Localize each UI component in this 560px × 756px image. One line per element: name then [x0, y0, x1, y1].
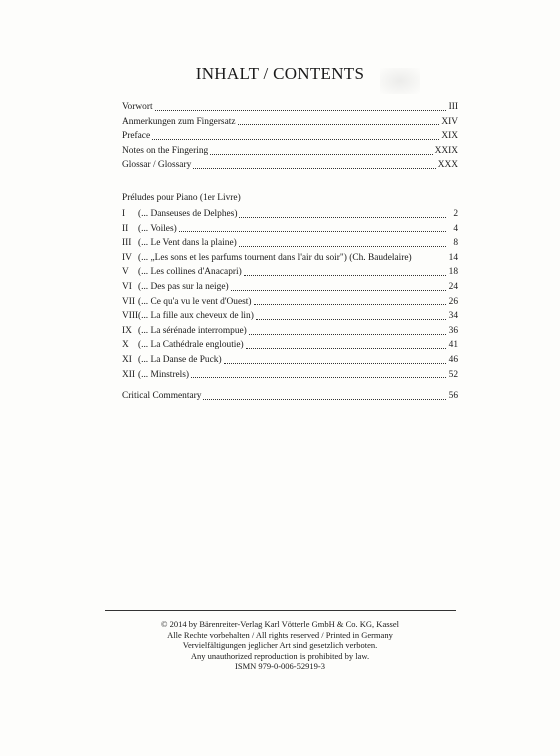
prelude-title: (... Le Vent dans la plaine): [138, 238, 237, 249]
prelude-page: 8: [453, 238, 458, 249]
toc-entry[interactable]: [122, 144, 458, 159]
toc-entry[interactable]: [122, 115, 458, 130]
prelude-title: (... Ce qu'a vu le vent d'Ouest): [138, 296, 252, 307]
prelude-entry[interactable]: [122, 222, 458, 237]
preludes-list: [122, 191, 458, 382]
prelude-entry[interactable]: [122, 236, 458, 251]
prelude-number: XII: [122, 369, 136, 380]
toc-entry[interactable]: [122, 158, 458, 173]
prelude-page: 36: [448, 325, 458, 336]
toc-entry-page: XIX: [441, 131, 458, 142]
prelude-entry[interactable]: [122, 368, 458, 383]
prelude-page: 14: [448, 252, 458, 263]
prelude-page: 52: [448, 369, 458, 380]
toc-entry-label: Anmerkungen zum Fingersatz: [122, 116, 236, 127]
imprint-line: Vervielfältigungen jeglicher Art sind gesetzlich verboten.: [182, 640, 378, 651]
leader-dots: [152, 139, 439, 140]
prelude-number: IV: [122, 252, 132, 263]
prelude-entry[interactable]: [122, 338, 458, 353]
prelude-number: I: [122, 209, 126, 219]
prelude-entry[interactable]: [122, 353, 458, 368]
prelude-page: 41: [448, 340, 458, 351]
imprint: [0, 619, 560, 672]
prelude-page: 24: [448, 281, 458, 292]
prelude-number: XI: [122, 354, 132, 365]
prelude-number: IX: [122, 325, 132, 336]
front-matter-list: [122, 100, 458, 173]
prelude-entry[interactable]: [122, 324, 458, 339]
leader-dots: [244, 275, 446, 276]
prelude-number: II: [122, 223, 129, 234]
prelude-page: 26: [448, 296, 458, 307]
prelude-page: 2: [453, 209, 458, 219]
prelude-page: 18: [448, 267, 458, 278]
prelude-page: 4: [453, 223, 458, 234]
leader-dots: [155, 110, 446, 111]
leader-dots: [238, 124, 440, 125]
prelude-page: 34: [448, 311, 458, 322]
prelude-entry[interactable]: [122, 295, 458, 310]
prelude-page: 46: [448, 354, 458, 365]
prelude-title: (... Danseuses de Delphes): [138, 209, 238, 219]
leader-dots: [239, 217, 446, 218]
toc-entry-label: Critical Commentary: [122, 391, 202, 401]
prelude-entry[interactable]: [122, 207, 458, 222]
leader-dots: [231, 290, 446, 291]
page-title: INHALT / CONTENTS: [195, 64, 365, 83]
prelude-number: III: [122, 238, 132, 249]
print-smudge: [380, 68, 420, 94]
toc-entry-page: 56: [448, 391, 458, 401]
prelude-entry[interactable]: [122, 265, 458, 280]
imprint-line: Any unauthorized reproduction is prohibited by law.: [190, 650, 370, 661]
prelude-number: VI: [122, 281, 132, 292]
back-matter-list: [122, 389, 458, 404]
prelude-number: VII: [122, 296, 136, 307]
prelude-number: VIII: [122, 311, 139, 322]
prelude-title: (... La Cathédrale engloutie): [138, 340, 244, 351]
leader-dots: [224, 363, 446, 364]
prelude-title: (... Voiles): [138, 223, 177, 234]
leader-dots: [210, 154, 432, 155]
prelude-title: (... Des pas sur la neige): [138, 281, 229, 292]
leader-dots: [179, 231, 446, 232]
toc-entry-label: Notes on the Fingering: [122, 145, 209, 156]
prelude-title: (... La fille aux cheveux de lin): [138, 311, 254, 322]
imprint-line: Alle Rechte vorbehalten / All rights reserved / Printed in Germany: [167, 629, 393, 640]
imprint-line: © 2014 by Bärenreiter-Verlag Karl Vötterle GmbH & Co. KG, Kassel: [161, 619, 399, 629]
section-heading: Préludes pour Piano (1er Livre): [122, 193, 241, 203]
toc-entry[interactable]: [122, 100, 458, 115]
toc-entry-page: III: [448, 102, 458, 112]
prelude-title: (... Les collines d'Anacapri): [138, 267, 242, 278]
leader-dots: [191, 377, 446, 378]
toc-entry-label: Glossar / Glossary: [122, 160, 192, 171]
toc-entry-page: XXX: [437, 160, 458, 171]
prelude-title: (... La Danse de Puck): [138, 354, 222, 365]
toc-entry[interactable]: [122, 129, 458, 144]
leader-dots: [246, 348, 446, 349]
leader-dots: [256, 319, 446, 320]
toc-entry-label: Preface: [122, 131, 151, 142]
prelude-entry[interactable]: [122, 280, 458, 295]
leader-dots: [239, 246, 446, 247]
prelude-entry[interactable]: [122, 309, 458, 324]
leader-dots: [254, 304, 446, 305]
imprint-divider: [105, 610, 456, 611]
imprint-line: ISMN 979-0-006-52919-3: [235, 661, 325, 672]
toc-entry-page: XXIX: [434, 145, 458, 156]
leader-dots: [193, 168, 435, 169]
prelude-number: X: [122, 340, 129, 351]
prelude-title: (... La sérénade interrompue): [138, 325, 247, 336]
prelude-number: V: [122, 267, 129, 278]
leader-dots: [203, 399, 446, 400]
toc-entry[interactable]: [122, 389, 458, 404]
prelude-title: (... Minstrels): [138, 369, 190, 380]
leader-dots: [249, 334, 446, 335]
prelude-entry[interactable]: [122, 251, 458, 266]
prelude-title: (... „Les sons et les parfums tournent dans l'air du soir") (Ch. Baudelaire): [138, 252, 412, 263]
toc-entry-label: Vorwort: [122, 102, 153, 112]
toc-entry-page: XIV: [441, 116, 458, 127]
